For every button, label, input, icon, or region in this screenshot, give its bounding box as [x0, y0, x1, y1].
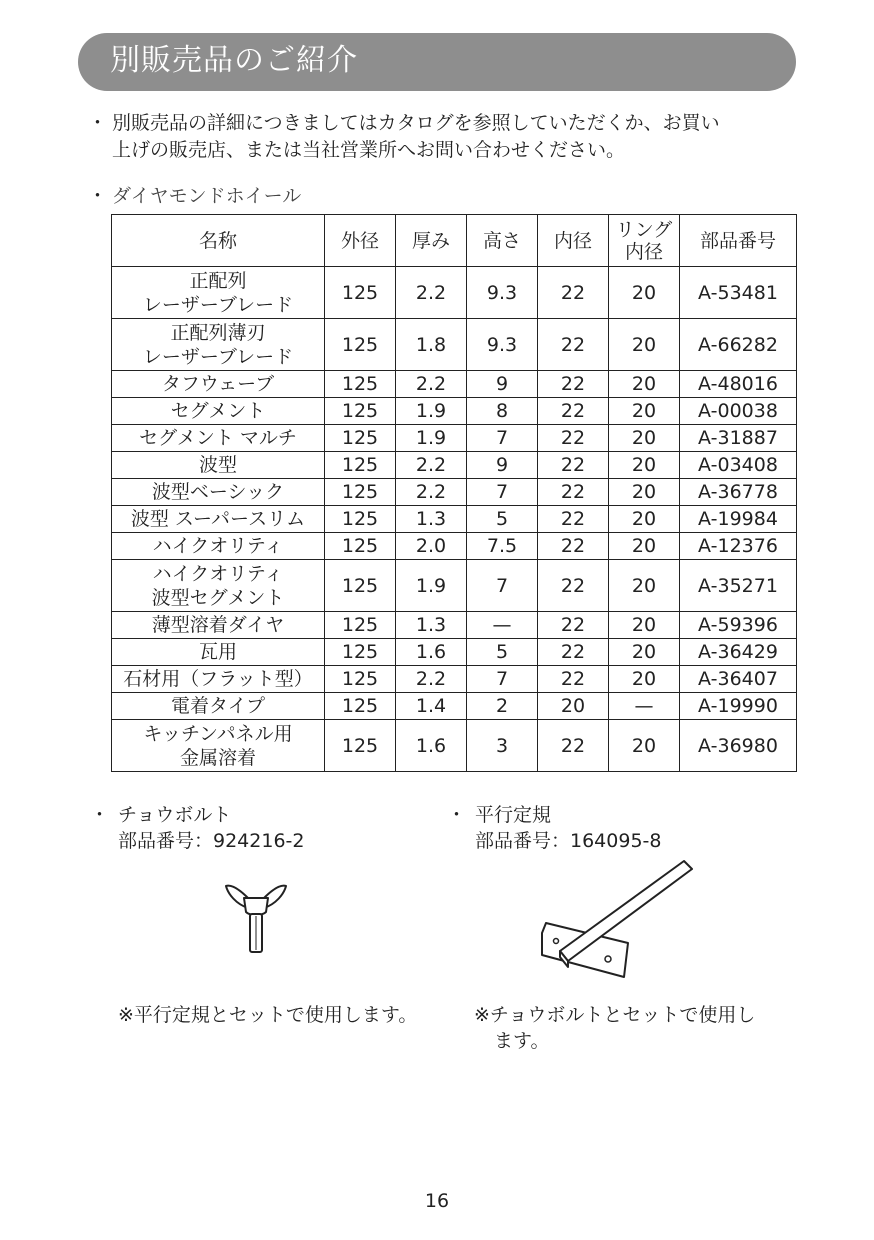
col-header-thickness: 厚み [396, 215, 467, 267]
intro-paragraph [88, 110, 808, 170]
parallel-guide-icon [536, 855, 696, 985]
section-header-bar [78, 33, 796, 91]
cell-inner: 22 [538, 720, 609, 772]
wing-bolt-icon [218, 882, 294, 958]
cell-name-line-2: レーザーブレード [142, 345, 294, 368]
cell-part-no: A-31887 [680, 425, 797, 452]
cell-part-no: A-35271 [680, 560, 797, 612]
cell-thickness: 1.6 [396, 639, 467, 666]
cell-ring: — [609, 693, 680, 720]
cell-name: 波型 [112, 452, 325, 479]
cell-ring: 20 [609, 666, 680, 693]
cell-name [112, 560, 325, 612]
cell-name: 電着タイプ [112, 693, 325, 720]
col-header-ring [609, 215, 680, 267]
cell-part-no: A-19984 [680, 506, 797, 533]
section-title: 別販売品のご紹介 [110, 43, 358, 78]
cell-ring: 20 [609, 479, 680, 506]
cell-outer: 125 [325, 371, 396, 398]
cell-name-line-1: キッチンパネル用 [143, 722, 293, 745]
cell-ring: 20 [609, 533, 680, 560]
cell-height: 8 [467, 398, 538, 425]
cell-height: 9 [467, 371, 538, 398]
table-row [112, 533, 797, 560]
table-row [112, 371, 797, 398]
parallel-guide-part-number: 部品番号：164095-8 [475, 830, 662, 852]
parallel-guide-note-line-1: ※チョウボルトとセットで使用し [474, 1004, 756, 1026]
cell-part-no: A-03408 [680, 452, 797, 479]
cell-inner: 22 [538, 452, 609, 479]
table-row [112, 612, 797, 639]
col-header-outer: 外径 [325, 215, 396, 267]
cell-inner: 22 [538, 666, 609, 693]
col-header-height: 高さ [467, 215, 538, 267]
table-row [112, 639, 797, 666]
cell-thickness: 2.2 [396, 267, 467, 319]
cell-thickness: 1.9 [396, 560, 467, 612]
parallel-guide-title: 平行定規 [475, 804, 552, 826]
table-row [112, 319, 797, 371]
cell-ring: 20 [609, 319, 680, 371]
wing-bolt-part-number: 部品番号：924216-2 [118, 830, 305, 852]
col-header-name: 名称 [112, 215, 325, 267]
cell-outer: 125 [325, 425, 396, 452]
cell-thickness: 2.2 [396, 371, 467, 398]
cell-height: 9 [467, 452, 538, 479]
cell-part-no: A-66282 [680, 319, 797, 371]
cell-thickness: 2.2 [396, 452, 467, 479]
cell-inner: 22 [538, 479, 609, 506]
cell-name-line-2: レーザーブレード [142, 293, 294, 316]
cell-name: 石材用（フラット型） [112, 666, 325, 693]
intro-line-1: 別販売品の詳細につきましてはカタログを参照していただくか、お買い [112, 112, 720, 134]
parallel-guide-note-line-2: ます。 [494, 1030, 550, 1052]
table-row [112, 560, 797, 612]
cell-name-line-1: ハイクオリティ [152, 562, 284, 585]
cell-ring: 20 [609, 639, 680, 666]
cell-ring: 20 [609, 612, 680, 639]
cell-outer: 125 [325, 267, 396, 319]
cell-outer: 125 [325, 693, 396, 720]
col-header-ring-line-2: 内径 [624, 240, 663, 263]
intro-line-2: 上げの販売店、または当社営業所へお問い合わせください。 [112, 139, 626, 161]
cell-height: 5 [467, 639, 538, 666]
col-header-part-no: 部品番号 [680, 215, 797, 267]
cell-outer: 125 [325, 479, 396, 506]
cell-inner: 22 [538, 371, 609, 398]
bullet: ・ [88, 185, 108, 207]
cell-thickness: 2.0 [396, 533, 467, 560]
cell-part-no: A-59396 [680, 612, 797, 639]
cell-height: 5 [467, 506, 538, 533]
wing-bolt-title: チョウボルト [118, 804, 232, 826]
cell-part-no: A-36980 [680, 720, 797, 772]
table-row [112, 479, 797, 506]
cell-outer: 125 [325, 319, 396, 371]
bullet: ・ [447, 804, 467, 826]
cell-inner: 22 [538, 398, 609, 425]
cell-ring: 20 [609, 560, 680, 612]
cell-thickness: 2.2 [396, 666, 467, 693]
cell-height: 9.3 [467, 319, 538, 371]
table-row [112, 452, 797, 479]
table-row [112, 693, 797, 720]
page-number: 16 [424, 1190, 450, 1212]
cell-inner: 22 [538, 425, 609, 452]
cell-thickness: 1.6 [396, 720, 467, 772]
table-header-row [112, 215, 797, 267]
cell-thickness: 1.3 [396, 506, 467, 533]
cell-part-no: A-12376 [680, 533, 797, 560]
cell-height: — [467, 612, 538, 639]
cell-name-line-1: 正配列薄刃 [170, 321, 266, 344]
diamond-wheel-table [111, 214, 797, 772]
cell-ring: 20 [609, 371, 680, 398]
cell-name: 波型ベーシック [112, 479, 325, 506]
cell-inner: 22 [538, 533, 609, 560]
cell-name: 薄型溶着ダイヤ [112, 612, 325, 639]
cell-thickness: 2.2 [396, 479, 467, 506]
cell-inner: 22 [538, 560, 609, 612]
table-row [112, 666, 797, 693]
cell-name: ハイクオリティ [112, 533, 325, 560]
cell-part-no: A-48016 [680, 371, 797, 398]
cell-outer: 125 [325, 533, 396, 560]
cell-inner: 22 [538, 506, 609, 533]
col-header-ring-line-1: リング [615, 218, 673, 241]
cell-inner: 22 [538, 319, 609, 371]
cell-part-no: A-36407 [680, 666, 797, 693]
cell-name [112, 267, 325, 319]
cell-name: セグメント [112, 398, 325, 425]
cell-name: 波型 スーパースリム [112, 506, 325, 533]
table-row [112, 398, 797, 425]
cell-outer: 125 [325, 452, 396, 479]
cell-thickness: 1.3 [396, 612, 467, 639]
cell-name [112, 319, 325, 371]
table-row [112, 506, 797, 533]
table-row [112, 720, 797, 772]
cell-height: 7 [467, 479, 538, 506]
cell-part-no: A-36429 [680, 639, 797, 666]
cell-part-no: A-36778 [680, 479, 797, 506]
cell-part-no: A-53481 [680, 267, 797, 319]
cell-height: 7 [467, 560, 538, 612]
cell-thickness: 1.9 [396, 398, 467, 425]
cell-height: 7.5 [467, 533, 538, 560]
cell-part-no: A-00038 [680, 398, 797, 425]
bullet: ・ [88, 112, 108, 134]
table-row [112, 425, 797, 452]
cell-outer: 125 [325, 666, 396, 693]
cell-thickness: 1.4 [396, 693, 467, 720]
cell-name-line-2: 波型セグメント [151, 586, 285, 609]
cell-outer: 125 [325, 639, 396, 666]
parallel-guide-item [447, 803, 767, 863]
cell-thickness: 1.8 [396, 319, 467, 371]
wing-bolt-item [90, 803, 410, 863]
cell-height: 3 [467, 720, 538, 772]
parallel-guide-note [474, 1002, 799, 1054]
cell-inner: 22 [538, 612, 609, 639]
diamond-wheel-heading-text: ダイヤモンドホイール [112, 185, 302, 207]
cell-inner: 22 [538, 267, 609, 319]
cell-height: 7 [467, 666, 538, 693]
table-row [112, 267, 797, 319]
cell-name: タフウェーブ [112, 371, 325, 398]
cell-ring: 20 [609, 267, 680, 319]
cell-ring: 20 [609, 398, 680, 425]
cell-inner: 22 [538, 639, 609, 666]
cell-outer: 125 [325, 560, 396, 612]
cell-height: 7 [467, 425, 538, 452]
cell-name-line-2: 金属溶着 [179, 746, 256, 769]
cell-outer: 125 [325, 720, 396, 772]
cell-ring: 20 [609, 720, 680, 772]
cell-height: 2 [467, 693, 538, 720]
cell-inner: 20 [538, 693, 609, 720]
cell-ring: 20 [609, 452, 680, 479]
cell-name: 瓦用 [112, 639, 325, 666]
cell-outer: 125 [325, 612, 396, 639]
cell-outer: 125 [325, 398, 396, 425]
cell-ring: 20 [609, 506, 680, 533]
cell-outer: 125 [325, 506, 396, 533]
cell-thickness: 1.9 [396, 425, 467, 452]
cell-part-no: A-19990 [680, 693, 797, 720]
diamond-wheel-heading [88, 183, 488, 213]
cell-name [112, 720, 325, 772]
cell-name: セグメント マルチ [112, 425, 325, 452]
cell-name-line-1: 正配列 [189, 269, 247, 292]
cell-ring: 20 [609, 425, 680, 452]
bullet: ・ [90, 804, 110, 826]
wing-bolt-note: ※平行定規とセットで使用します。 [118, 1004, 418, 1026]
cell-height: 9.3 [467, 267, 538, 319]
col-header-inner: 内径 [538, 215, 609, 267]
